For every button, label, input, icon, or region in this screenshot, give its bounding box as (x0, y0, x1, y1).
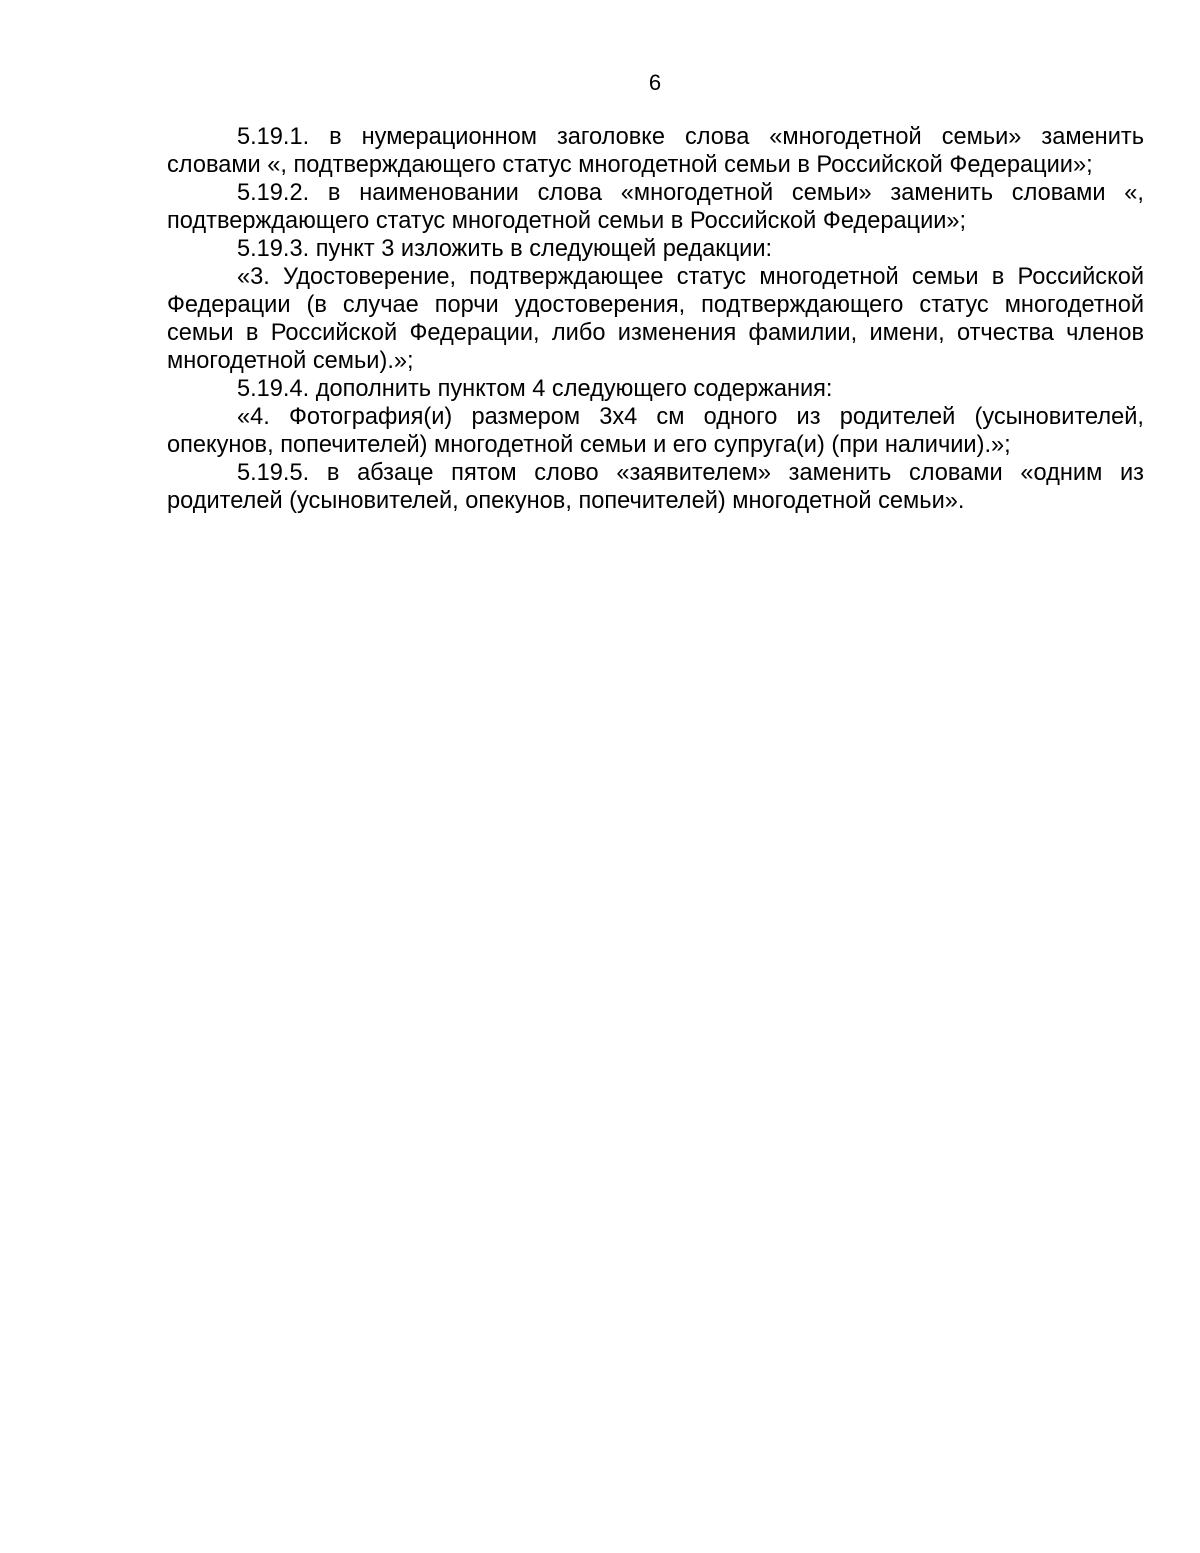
page-number: 6 (648, 70, 662, 95)
paragraph-5-19-3: 5.19.3. пункт 3 изложить в следующей редакции: (237, 236, 773, 262)
paragraph-item-3-text: «3. Удостоверение, подтверждающее статус многодетной семьи в Российской Федерации (в случае порчи удостоверения, подтверждающего статус многодетной семьи в Российской Федерации, либо изменения фамилии, имени, отчества членов многодетной семьи).»; (167, 264, 1144, 374)
paragraph-item-4-text: «4. Фотография(и) размером 3x4 см одного из родителей (усыновителей, опекунов, попечителей) многодетной семьи и его супруга(и) (при наличии).»; (167, 404, 1144, 458)
paragraph-5-19-4: 5.19.4. дополнить пунктом 4 следующего содержания: (237, 376, 833, 402)
document-body (167, 123, 1144, 515)
paragraph-5-19-1: 5.19.1. в нумерационном заголовке слова «многодетной семьи» заменить словами «, подтверждающего статус многодетной семьи в Российской Федерации»; (167, 124, 1144, 178)
paragraph-5-19-5: 5.19.5. в абзаце пятом слово «заявителем» заменить словами «одним из родителей (усыновителей, опекунов, попечителей) многодетной семьи». (167, 460, 1144, 514)
paragraph-5-19-2: 5.19.2. в наименовании слова «многодетной семьи» заменить словами «, подтверждающего статус многодетной семьи в Российской Федерации»; (167, 180, 1144, 234)
